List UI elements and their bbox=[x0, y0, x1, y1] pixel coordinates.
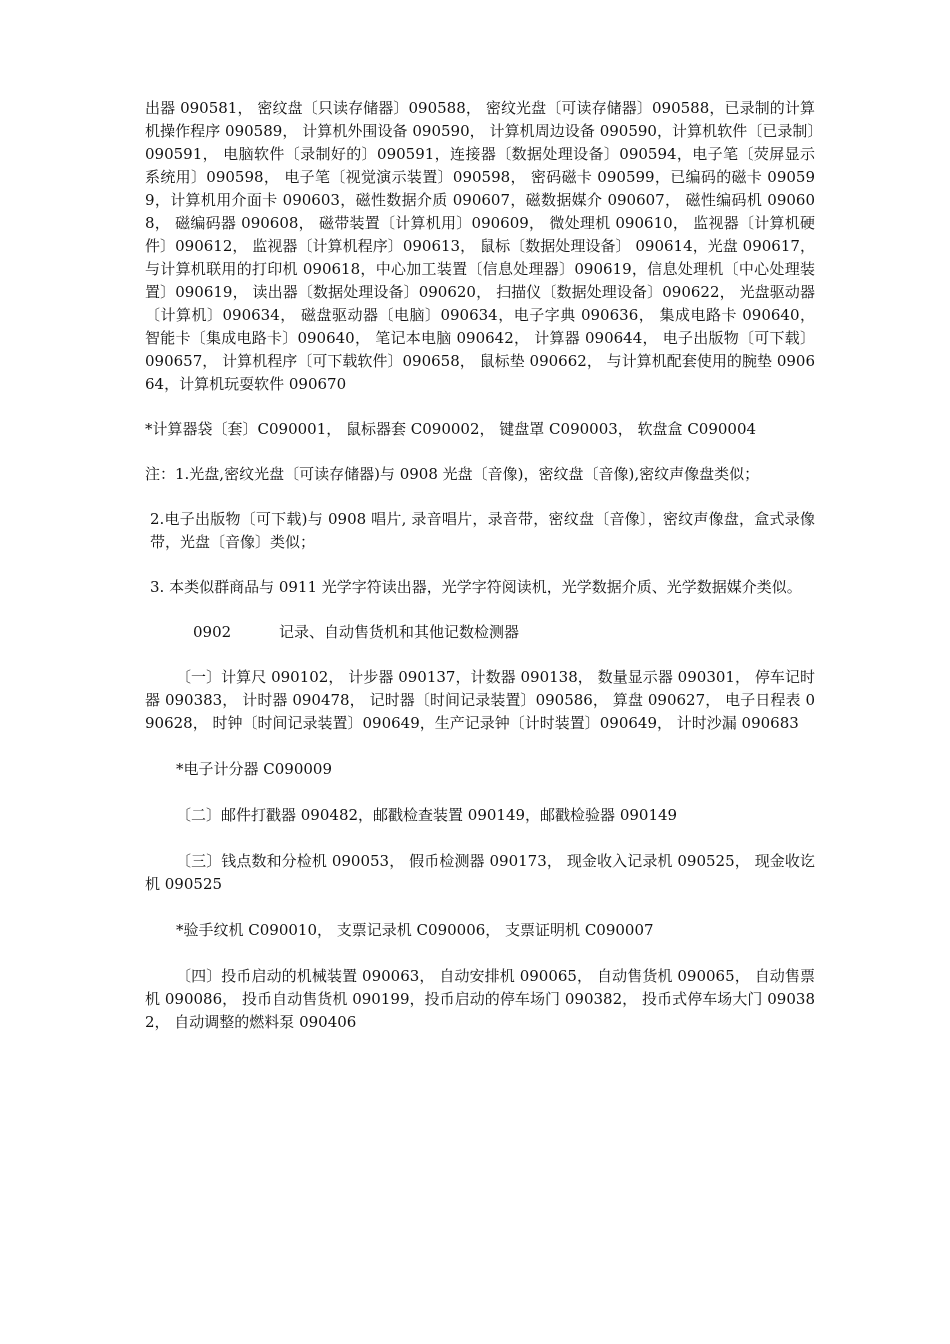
paragraph-c-items-0901: *计算器袋〔套〕C090001， 鼠标器套 C090002， 键盘罩 C090003， 软盘盒 C090004 bbox=[145, 420, 757, 438]
subgroup-1: 〔一〕计算尺 090102， 计步器 090137，计数器 090138， 数量显示器 090301， 停车记时器 090383， 计时器 090478， 记时器〔时间记录装置〕090586， 算盘 090627， 电子日程表 090628， 时钟〔时间记录装置〕090649，生产记录钟〔计时装置〕090649， 计时沙漏 090683 bbox=[145, 668, 815, 732]
document-page bbox=[145, 97, 815, 1034]
note-3: 3. 本类似群商品与 0911 光学字符读出器，光学字符阅读机，光学数据介质、光学数据媒介类似。 bbox=[150, 578, 802, 596]
section-code: 0902 bbox=[193, 623, 232, 641]
section-heading bbox=[145, 621, 815, 644]
subgroup-4: 〔四〕投币启动的机械装置 090063， 自动安排机 090065， 自动售货机 090065， 自动售票机 090086， 投币自动售货机 090199，投币启动的停车场门 090382， 投币式停车场大门 090382， 自动调整的燃料泵 090406 bbox=[145, 967, 815, 1031]
section-title: 记录、自动售货机和其他记数检测器 bbox=[279, 623, 520, 641]
subgroup-3-c-items: *验手纹机 C090010， 支票记录机 C090006， 支票证明机 C090007 bbox=[176, 921, 654, 939]
subgroup-1-c-items: *电子计分器 C090009 bbox=[176, 760, 333, 778]
subgroup-2: 〔二〕邮件打戳器 090482，邮戳检查装置 090149，邮戳检验器 090149 bbox=[176, 806, 678, 824]
note-1: 注：1.光盘,密纹光盘〔可读存储器)与 0908 光盘〔音像)，密纹盘〔音像),密纹声像盘类似； bbox=[145, 465, 760, 483]
note-2: 2.电子出版物〔可下载)与 0908 唱片, 录音唱片，录音带，密纹盘〔音像〕，密纹声像盘，盒式录像带，光盘〔音像〕类似； bbox=[150, 510, 815, 551]
subgroup-3: 〔三〕钱点数和分检机 090053， 假币检测器 090173， 现金收入记录机 090525， 现金收讫机 090525 bbox=[145, 852, 815, 893]
paragraph-class-0901-items: 出器 090581， 密纹盘〔只读存储器〕090588， 密纹光盘〔可读存储器〕090588，已录制的计算机操作程序 090589， 计算机外围设备 090590， 计算机周边设备 090590，计算机软件〔已录制〕090591， 电脑软件〔录制好的〕090591，连接器〔数据处理设备〕090594，电子笔〔荧屏显示系统用〕090598， 电子笔〔视觉演示装置〕090598， 密码磁卡 090599，已编码的磁卡 090599，计算机用介面卡 090603，磁性数据介质 090607，磁数据媒介 090607， 磁性编码机 090608， 磁编码器 090608， 磁带装置〔计算机用〕090609， 微处理机 090610， 监视器〔计算机硬件〕090612， 监视器〔计算机程序〕090613， 鼠标〔数据处理设备〕 090614，光盘 090617，与计算机联用的打印机 090618，中心加工装置〔信息处理器〕090619，信息处理机〔中心处理装置〕090619， 读出器〔数据处理设备〕090620， 扫描仪〔数据处理设备〕090622， 光盘驱动器〔计算机〕090634， 磁盘驱动器〔电脑〕090634，电子字典 090636， 集成电路卡 090640， 智能卡〔集成电路卡〕090640， 笔记本电脑 090642， 计算器 090644， 电子出版物〔可下载〕090657， 计算机程序〔可下载软件〕090658， 鼠标垫 090662， 与计算机配套使用的腕垫 090664，计算机玩耍软件 090670 bbox=[145, 99, 815, 393]
